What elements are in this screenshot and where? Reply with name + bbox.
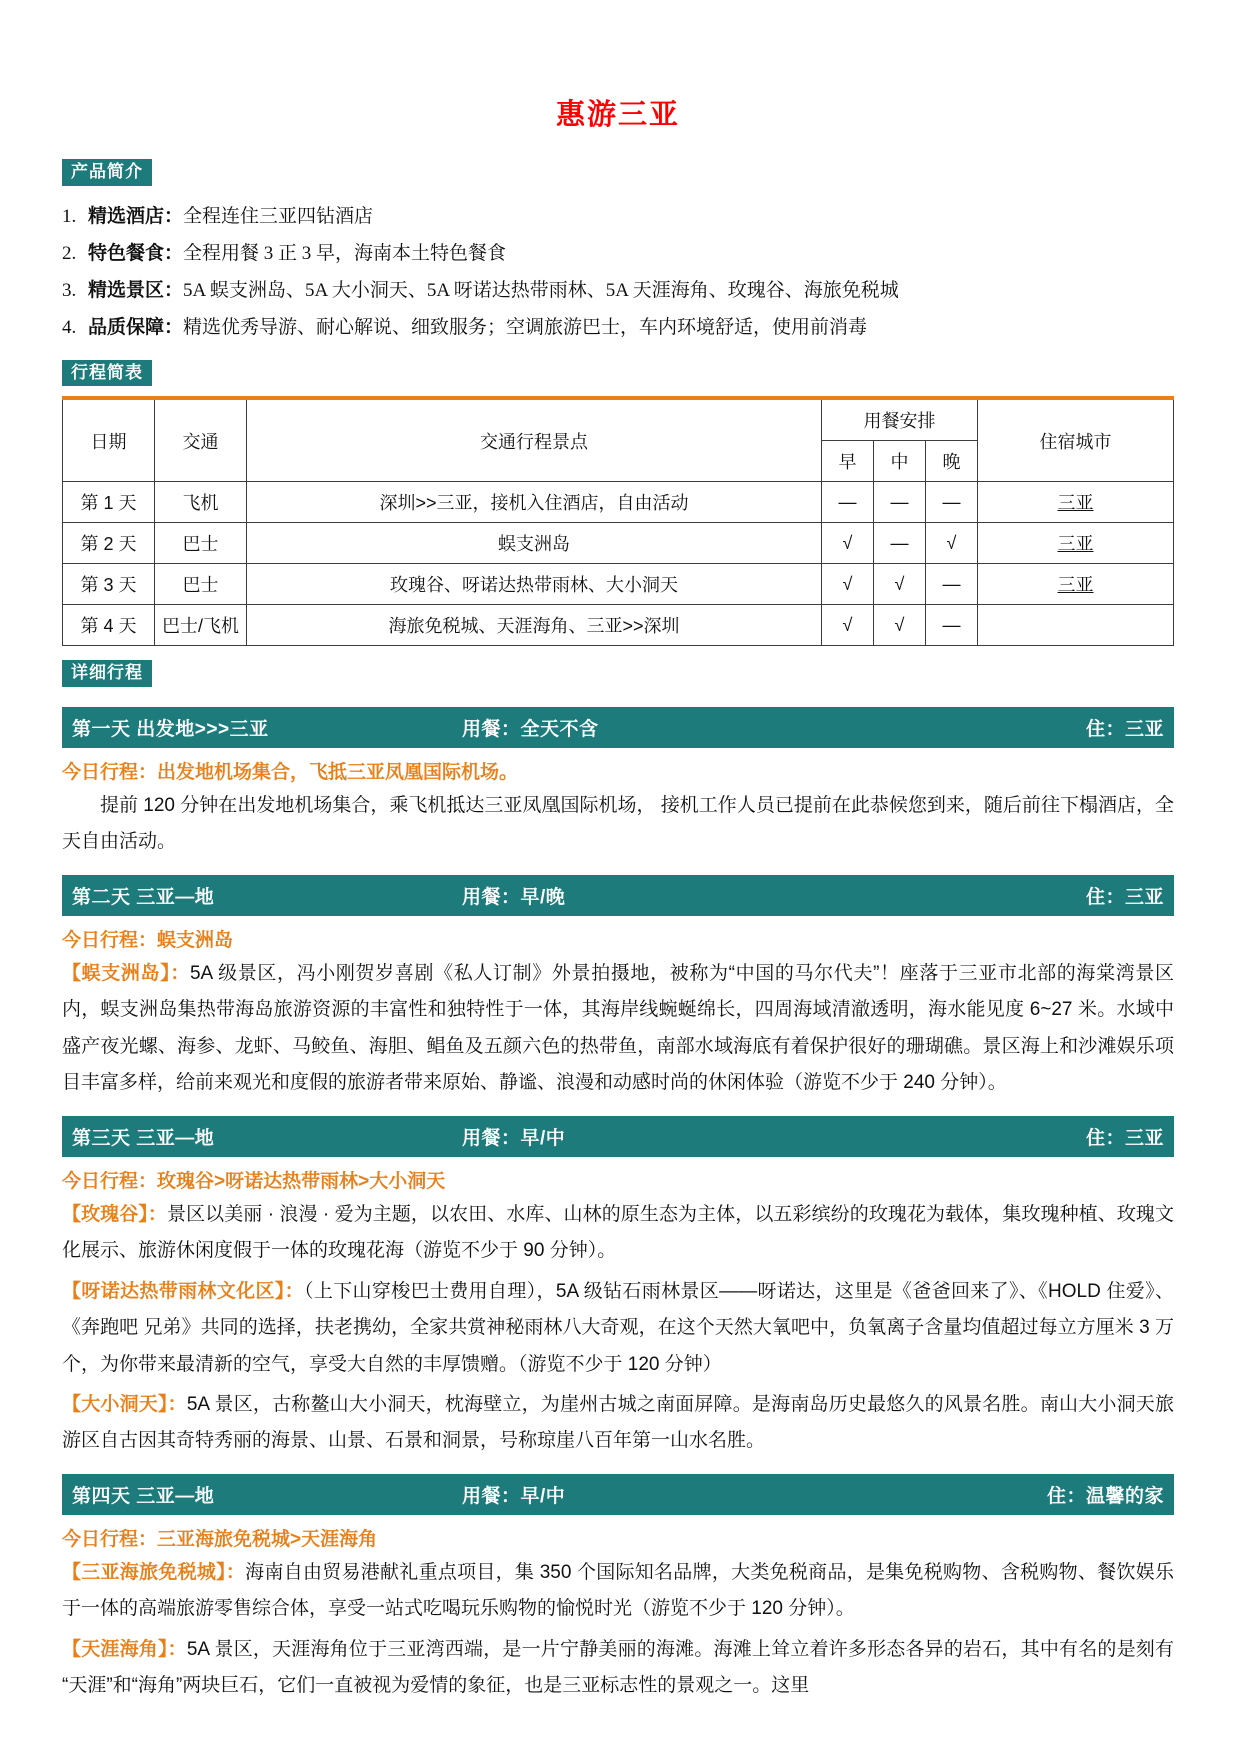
list-item-number: 4. (62, 316, 77, 338)
th-lunch: 中 (874, 441, 926, 482)
paragraph-text: （上下山穿梭巴士费用自理），5A 级钻石雨林景区——呀诺达，这里是《爸爸回来了》、《HOLD 住爱》、《奔跑吧 兄弟》共同的选择，扶老携幼，全家共赏神秘雨林八大奇观，在这个天然大氧吧中，负氧离子含量均值超过每立方厘米 3 万个，为你带来最清新的空气，享受大自然的丰厚馈赠。（游览不少于 120 分钟） (62, 1280, 1174, 1375)
poi-label: 【呀诺达热带雨林文化区】： (62, 1280, 305, 1302)
section-chip-detailed-itinerary: 详细行程 (62, 660, 152, 687)
list-item (62, 272, 1174, 309)
th-route: 交通行程景点 (247, 398, 822, 482)
today-label: 今日行程： (62, 761, 158, 783)
schedule-table-wrapper (62, 396, 1174, 646)
poi-label: 【三亚海旅免税城】： (62, 1561, 246, 1583)
poi-label: 【大小洞天】： (62, 1393, 187, 1415)
list-item-number: 1. (62, 205, 77, 227)
cell-route: 海旅免税城、天涯海角、三亚>>深圳 (247, 605, 822, 646)
day-paragraph (62, 1387, 1174, 1460)
cell-city: 三亚 (978, 564, 1174, 605)
table-row (63, 605, 1174, 646)
day-meal-info: 用餐：早/中 (462, 1485, 566, 1507)
th-city: 住宿城市 (978, 398, 1174, 482)
list-item-number: 3. (62, 279, 77, 301)
section-chip-schedule: 行程简表 (62, 360, 152, 387)
day-meal-info: 用餐：早/晚 (462, 886, 566, 908)
page-title: 惠游三亚 (555, 99, 680, 131)
cell-dinner: — (926, 482, 978, 523)
poi-label: 【天涯海角】： (62, 1638, 187, 1660)
cell-city: 三亚 (978, 523, 1174, 564)
list-item-label: 精选景区： (88, 279, 184, 301)
today-label: 今日行程： (62, 929, 158, 951)
today-text: 三亚海旅免税城>天涯海角 (157, 1528, 378, 1550)
day-title: 第一天 出发地>>>三亚 (72, 718, 269, 740)
cell-dinner: — (926, 605, 978, 646)
cell-lunch: √ (874, 605, 926, 646)
day-paragraph (62, 1555, 1174, 1628)
day-header-bar-2 (62, 875, 1174, 916)
cell-lunch: — (874, 482, 926, 523)
cell-lunch: — (874, 523, 926, 564)
cell-dinner: √ (926, 523, 978, 564)
today-text: 玫瑰谷>呀诺达热带雨林>大小洞天 (157, 1170, 446, 1192)
paragraph-text: 5A 景区，天涯海角位于三亚湾西端，是一片宁静美丽的海滩。海滩上耸立着许多形态各异的岩石，其中有名的是刻有“天涯”和“海角”两块巨石，它们一直被视为爱情的象征，也是三亚标志性的景观之一。这里 (62, 1638, 1174, 1697)
list-item-label: 特色餐食： (88, 242, 184, 264)
cell-lunch: √ (874, 564, 926, 605)
cell-breakfast: √ (822, 564, 874, 605)
day-paragraph (62, 1197, 1174, 1270)
day-title: 第三天 三亚—地 (72, 1127, 215, 1149)
day-route-summary-4 (62, 1524, 1174, 1551)
section-chip-product-intro: 产品简介 (62, 159, 152, 186)
cell-transport: 巴士 (155, 564, 247, 605)
th-dinner: 晚 (926, 441, 978, 482)
paragraph-text: 提前 120 分钟在出发地机场集合，乘飞机抵达三亚凤凰国际机场， 接机工作人员已提前在此恭候您到来，随后前往下榻酒店，全天自由活动。 (62, 794, 1174, 853)
cell-transport: 巴士 (155, 523, 247, 564)
day-paragraph (62, 1274, 1174, 1383)
cell-route: 深圳>>三亚，接机入住酒店，自由活动 (247, 482, 822, 523)
day-stay-info: 住：温馨的家 (1046, 1485, 1164, 1507)
list-item-number: 2. (62, 242, 77, 264)
day-paragraph (62, 788, 1174, 861)
table-row (63, 523, 1174, 564)
cell-route: 玫瑰谷、呀诺达热带雨林、大小洞天 (247, 564, 822, 605)
table-row (63, 482, 1174, 523)
table-row (63, 564, 1174, 605)
list-item-label: 精选酒店： (88, 205, 184, 227)
today-label: 今日行程： (62, 1528, 158, 1550)
day-route-summary-3 (62, 1166, 1174, 1193)
cell-date: 第 3 天 (63, 564, 155, 605)
day-paragraph (62, 1632, 1174, 1705)
day-header-bar-1 (62, 707, 1174, 748)
day-title: 第四天 三亚—地 (72, 1485, 215, 1507)
list-item (62, 309, 1174, 346)
list-item-label: 品质保障： (88, 316, 184, 338)
day-stay-info: 住：三亚 (1085, 886, 1164, 908)
list-item-text: 5A 蜈支洲岛、5A 大小洞天、5A 呀诺达热带雨林、5A 天涯海角、玫瑰谷、海旅免税城 (183, 279, 899, 301)
cell-breakfast: √ (822, 523, 874, 564)
table-header-row (63, 398, 1174, 441)
paragraph-text: 5A 景区，古称鳌山大小洞天，枕海壁立，为崖州古城之南面屏障。是海南岛历史最悠久的风景名胜。南山大小洞天旅游区自古因其奇特秀丽的海景、山景、石景和洞景，号称琼崖八百年第一山水名胜。 (62, 1393, 1174, 1452)
list-item-text: 全程用餐 3 正 3 早，海南本土特色餐食 (183, 242, 507, 264)
cell-date: 第 2 天 (63, 523, 155, 564)
cell-breakfast: √ (822, 605, 874, 646)
list-item (62, 198, 1174, 235)
poi-label: 【玫瑰谷】： (62, 1203, 167, 1225)
today-text: 出发地机场集合，飞抵三亚凤凰国际机场。 (157, 761, 519, 783)
th-date: 日期 (63, 398, 155, 482)
cell-route: 蜈支洲岛 (247, 523, 822, 564)
cell-city (978, 605, 1174, 646)
day-stay-info: 住：三亚 (1085, 1127, 1164, 1149)
cell-city: 三亚 (978, 482, 1174, 523)
th-breakfast: 早 (822, 441, 874, 482)
day-meal-info: 用餐：全天不含 (462, 718, 599, 740)
th-transport: 交通 (155, 398, 247, 482)
today-label: 今日行程： (62, 1170, 158, 1192)
list-item-text: 全程连住三亚四钻酒店 (183, 205, 374, 227)
paragraph-text: 景区以美丽 · 浪漫 · 爱为主题，以农田、水库、山林的原生态为主体，以五彩缤纷的玫瑰花为载体，集玫瑰种植、玫瑰文化展示、旅游休闲度假于一体的玫瑰花海（游览不少于 90 分钟）。 (62, 1203, 1174, 1262)
product-intro-list (62, 198, 1174, 346)
cell-breakfast: — (822, 482, 874, 523)
day-header-bar-3 (62, 1116, 1174, 1157)
day-header-bar-4 (62, 1474, 1174, 1515)
day-title: 第二天 三亚—地 (72, 886, 215, 908)
cell-date: 第 4 天 (63, 605, 155, 646)
day-paragraph (62, 956, 1174, 1102)
day-route-summary-2 (62, 925, 1174, 952)
schedule-table (62, 396, 1174, 646)
cell-date: 第 1 天 (63, 482, 155, 523)
day-meal-info: 用餐：早/中 (462, 1127, 566, 1149)
today-text: 蜈支洲岛 (157, 929, 234, 951)
list-item-text: 精选优秀导游、耐心解说、细致服务；空调旅游巴士，车内环境舒适，使用前消毒 (183, 316, 868, 338)
day-route-summary-1 (62, 757, 1174, 784)
day-stay-info: 住：三亚 (1085, 718, 1164, 740)
poi-label: 【蜈支洲岛】： (62, 962, 190, 984)
list-item (62, 235, 1174, 272)
cell-transport: 巴士/飞机 (155, 605, 247, 646)
paragraph-text: 5A 级景区，冯小刚贺岁喜剧《私人订制》外景拍摄地，被称为“中国的马尔代夫”！座落于三亚市北部的海棠湾景区内，蜈支洲岛集热带海岛旅游资源的丰富性和独特性于一体，其海岸线蜿蜒绵长，四周海域清澈透明，海水能见度 6~27 米。水域中盛产夜光螺、海参、龙虾、马鲛鱼、海胆、鲳鱼及五颜六色的热带鱼，南部水域海底有着保护很好的珊瑚礁。景区海上和沙滩娱乐项目丰富多样，给前来观光和度假的旅游者带来原始、静谧、浪漫和动感时尚的休闲体验（游览不少于 240 分钟）。 (62, 962, 1174, 1094)
cell-transport: 飞机 (155, 482, 247, 523)
th-meals-group: 用餐安排 (822, 398, 978, 441)
paragraph-text: 海南自由贸易港献礼重点项目，集 350 个国际知名品牌，大类免税商品，是集免税购物、含税购物、餐饮娱乐于一体的高端旅游零售综合体，享受一站式吃喝玩乐购物的愉悦时光（游览不少于 120 分钟）。 (62, 1561, 1174, 1620)
cell-dinner: — (926, 564, 978, 605)
